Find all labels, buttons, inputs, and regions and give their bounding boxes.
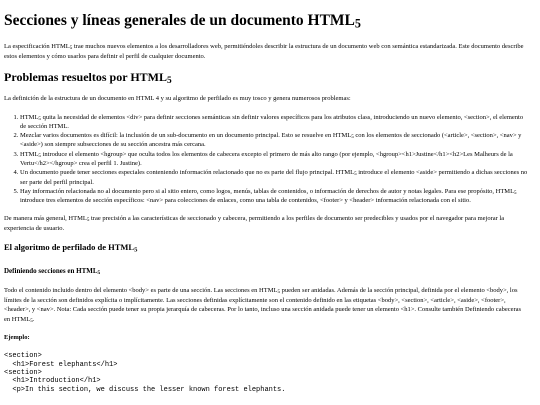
algorithm-heading: El algoritmo de perfilado de $HTML_5$: [4, 242, 138, 254]
problems-list-item: 1. $HTML_5$ quita la necesidad de elementos <div> para definir secciones semánticas sin definir valores específicos para los atributos class, introduciendo un nuevo elemento, <section>, el elemento de sección HTML.: [20, 113, 528, 132]
version-subscript: 5: [514, 189, 517, 196]
problems-list-item: 4. Un documento puede tener secciones especiales conteniendo información relacionado que no es parte del flujo principal. $HTML_5$ introduce el elemento <aside> permitiendo a dichas secciones no ser parte del perfil principal.: [20, 168, 528, 187]
problems-conclusion-paragraph: De manera más general, $HTML_5$ trae precisión a las características de seccionado y cabecera, permitiendo a los perfiles de documento ser predecibles y usados por el navegador para mejorar la experiencia de usuario.: [4, 215, 505, 232]
intro-paragraph: La especificación $HTML_5$ trae muchos nuevos elementos a los desarrolladores web, permitiéndoles describir la estructura de un documento web con semántica estandarizada. Este documento describe estos elementos y cómo usarlos para definir el perfil de cualquier documento.: [4, 43, 524, 60]
defining-sections-heading: Definiendo secciones en $HTML_5$: [4, 267, 101, 277]
version-subscript: 5: [86, 217, 90, 224]
problems-list-item: 3. $HTML_5$ introduce el elemento <hgroup> que oculta todos los elementos de cabecera excepto el primero de más alto rango (por ejemplo, <hgroup><h1>Justine</h1><h2>Les Malheurs de la Vertu</h2></hgroup> crea el perfil 1. Justine).: [20, 150, 528, 169]
defining-sections-paragraph: Todo el contenido incluido dentro del elemento <body> es parte de una sección. Las secciones en $HTML_5$ pueden ser anidadas. Además de la sección principal, definida por el elemento <body>, los límites de la sección son definidos explícita o implícitamente. Las secciones definidas explícitamente son el contenido definido en las etiquetas <body>, <section>, <article>, <aside>, <footer>, <header>, y <nav>. Nota: Cada sección puede tener su propia jerarquía de cabeceras. Por lo tanto, incluso una sección anidada puede tener un elemento <h1>. Consulte también Definiendo cabeceras en $HTML_5$.: [4, 287, 522, 325]
problems-list-item: 5. Hay información relacionada no al documento pero si al sitio entero, como logos, menús, tablas de contenidos, o información de derechos de autor y notas legales. Para ese propósito, $HTML_5$ introduce tres elementos de sección específicos: <nav> para colecciones de enlaces, como una tabla de contenidos, <footer> y <header> información relacionada con el sitio.: [20, 187, 528, 206]
problems-lead-paragraph: La definición de la estructura de un documento en HTML 4 y su algoritmo de perfilado es muy tosco y genera numerosos problemas:: [4, 95, 351, 102]
version-subscript: 5: [30, 318, 33, 325]
problems-heading: Problemas resueltos por $HTML_5$: [4, 70, 172, 87]
version-subscript: 5: [354, 171, 357, 178]
version-subscript: 5: [351, 134, 354, 141]
version-subscript: 5: [38, 115, 41, 122]
example-label: Ejemplo:: [4, 334, 30, 342]
version-subscript: 5: [69, 45, 73, 52]
problems-list: [4, 113, 528, 206]
version-subscript: 5: [38, 152, 41, 159]
problems-list-item: 2. Mezclar varios documentos es difícil: la inclusión de un sub-documento en un documento principal. Esto se resuelve en $HTML_5$ con los elementos de seccionado (<article>, <section>, <nav> y <aside>) son siempre subsecciones de su sección ancestra más cercana.: [20, 131, 528, 150]
version-subscript: 5: [277, 289, 281, 296]
example-code-block: <section> <h1>Forest elephants</h1> <section> <h1>Introduction</h1> <p>In this section, we discuss the lesser known forest elephants.: [4, 352, 286, 394]
page-title: Secciones y líneas generales de un documento $HTML_5$: [4, 12, 361, 31]
